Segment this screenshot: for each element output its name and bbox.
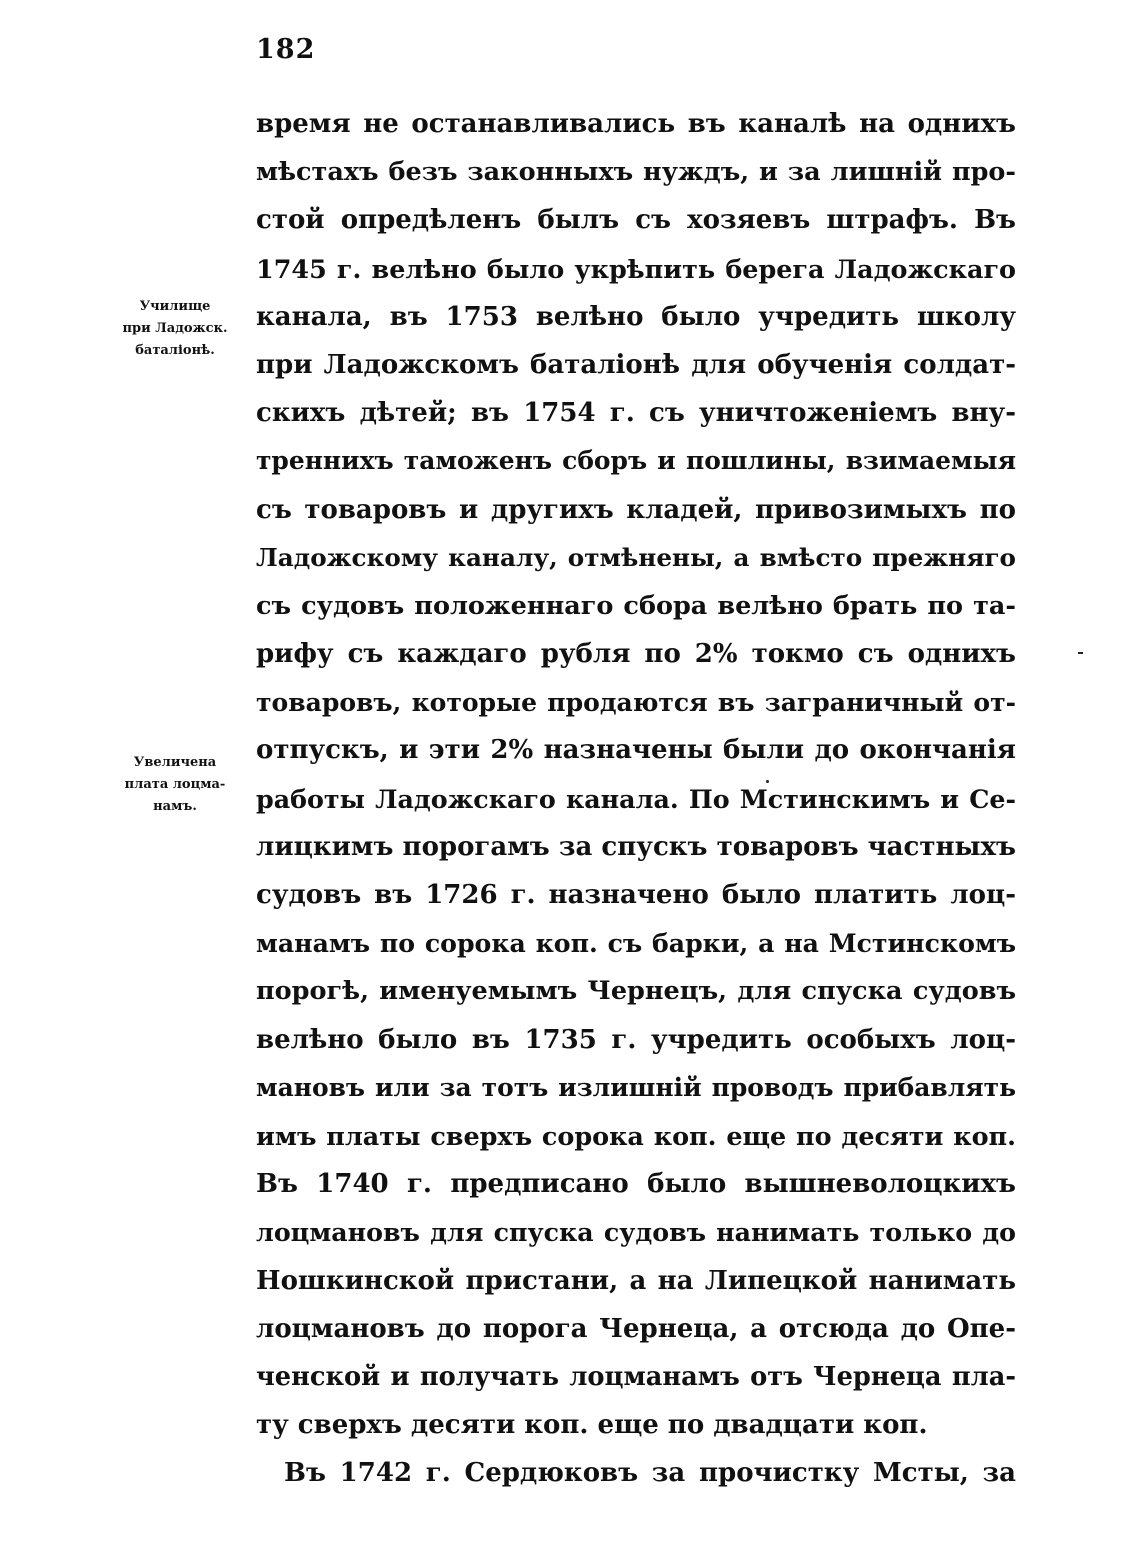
marginal-note-line: при Ладожск. xyxy=(122,321,228,336)
text-line: съ товаровъ и другихъ кладей, привозимыхъ по xyxy=(256,494,1016,525)
text-line: 1745 г. велѣно было укрѣпить берега Ладожскаго xyxy=(256,253,1016,284)
text-line: ту сверхъ десяти коп. еще по двадцати коп. xyxy=(256,1410,928,1441)
marginal-note-school xyxy=(96,296,254,362)
print-speck xyxy=(766,780,769,783)
text-line: Въ 1742 г. Сердюковъ за прочистку Мсты, за xyxy=(284,1458,1016,1489)
text-line: отпускъ, и эти 2% назначены были до окончанія xyxy=(256,735,1016,766)
text-line: съ судовъ положеннаго сбора велѣно брать по та- xyxy=(256,590,1016,621)
text-line: велѣно было въ 1735 г. учредить особыхъ лоц- xyxy=(256,1024,1016,1055)
print-speck xyxy=(1078,652,1083,654)
text-line: рифу съ каждаго рубля по 2% токмо съ однихъ xyxy=(256,639,1016,670)
text-line: лоцмановъ для спуска судовъ нанимать только до xyxy=(256,1217,1016,1248)
text-line: манамъ по сорока коп. съ барки, а на Мстинскомъ xyxy=(256,928,1016,959)
marginal-note-line: Училище xyxy=(139,299,211,314)
marginal-note-line: намъ. xyxy=(153,799,197,814)
body-text xyxy=(256,100,1016,1497)
text-line: работы Ладожскаго канала. По Мстинскимъ и Се- xyxy=(256,783,1016,814)
text-line: скихъ дѣтей; въ 1754 г. съ уничтоженіемъ вну- xyxy=(256,398,1016,429)
page-number: 182 xyxy=(256,34,316,65)
marginal-note-line: Увеличена xyxy=(133,755,217,770)
text-line: порогѣ, именуемымъ Чернецъ, для спуска судовъ xyxy=(256,976,1016,1007)
marginal-note-line: плата лоцма- xyxy=(124,777,226,792)
text-line: при Ладожскомъ баталіонѣ для обученія солдат- xyxy=(256,349,1016,380)
text-line: мановъ или за тотъ излишній проводъ прибавлять xyxy=(256,1072,1016,1102)
text-line: лицкимъ порогамъ за спускъ товаровъ частныхъ xyxy=(256,831,1016,862)
text-line: Ладожскому каналу, отмѣнены, а вмѣсто прежняго xyxy=(256,542,1016,572)
text-line: лоцмановъ до порога Чернеца, а отсюда до Опе- xyxy=(256,1313,1016,1344)
text-line: судовъ въ 1726 г. назначено было платить лоц- xyxy=(256,880,1016,910)
marginal-note-line: баталіонѣ. xyxy=(135,343,215,358)
text-line: Въ 1740 г. предписано было вышневолоцкихъ xyxy=(256,1169,1016,1200)
text-line: треннихъ таможенъ сборъ и пошлины, взимаемыя xyxy=(256,446,1016,476)
marginal-note-pilots xyxy=(96,752,254,818)
text-line: канала, въ 1753 велѣно было учредить школу xyxy=(256,301,1016,332)
text-line: ченской и получать лоцманамъ отъ Чернеца пла- xyxy=(256,1361,1016,1392)
text-line: товаровъ, которые продаются въ заграничный от- xyxy=(256,687,1016,718)
text-line: имъ платы сверхъ сорока коп. еще по десяти коп. xyxy=(256,1120,1016,1151)
text-line: стой опредѣленъ былъ съ хозяевъ штрафъ. Въ xyxy=(256,205,1016,236)
text-line: мѣстахъ безъ законныхъ нуждъ, и за лишній про- xyxy=(256,157,1016,188)
text-line: время не останавливались въ каналѣ на однихъ xyxy=(256,109,1016,139)
text-line: Ношкинской пристани, а на Липецкой нанимать xyxy=(256,1265,1016,1296)
